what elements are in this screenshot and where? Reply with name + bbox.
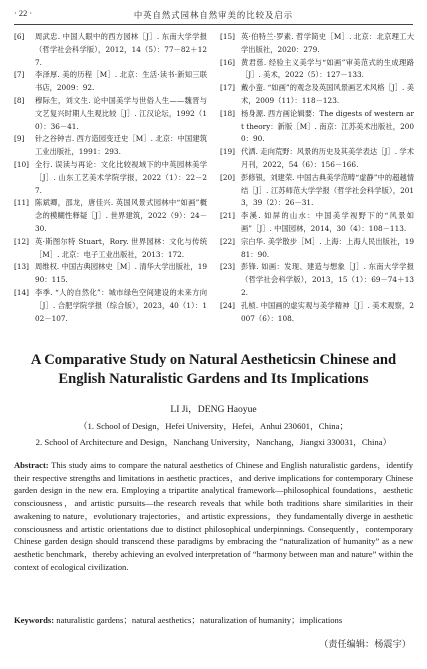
reference-number: [15] xyxy=(220,32,235,41)
reference-text: 孔桢. 中国画的虚实观与美学精神［J］. 美术观察，2007（6）：108. xyxy=(241,300,414,323)
english-title: A Comparative Study on Natural Aestheticsin Chinese and English Naturalistic Gardens and Its Implications xyxy=(30,352,397,387)
reference-text: 李溪. 如屏的山水：中国美学视野下的“风景如画”［J］. 中国园林，2014，30（4）：108－113. xyxy=(241,211,414,233)
reference-text: 黄君慈. 经验主义美学与“如画”审美范式的生成理路［J］. 美术，2022（5）：127－133. xyxy=(241,57,414,80)
reference-item xyxy=(14,133,207,159)
reference-number: [10] xyxy=(14,159,29,169)
reference-number: [13] xyxy=(14,262,29,272)
reference-text: 彭修银，刘建荣. 中国古典美学范畴“虚静”中的超越情结［J］. 江苏师范大学学报（哲学社会科学版），2013，39（2）：26－31. xyxy=(241,172,414,208)
reference-number: [23] xyxy=(220,262,235,272)
reference-text: 杨身源. 西方画论辑要：The digests of western art theory：新版［M］. 南京：江苏美术出版社，2000：90. xyxy=(241,108,414,144)
reference-item xyxy=(14,197,207,235)
reference-number: [6] xyxy=(14,32,25,41)
reference-number: [16] xyxy=(220,57,235,67)
reference-number: [8] xyxy=(14,95,25,105)
reference-number: [19] xyxy=(220,147,235,157)
reference-number: [12] xyxy=(14,236,29,246)
reference-text: 英·斯图尔特 Stuart，Rory. 世界园林：文化与传统［M］. 北京：电子工业出版社，2013：172. xyxy=(35,236,207,259)
reference-text: 代洒. 走向荒野：风景的历史及其美学表达［J］. 学术月刊，2022，54（6）：156－166. xyxy=(241,147,414,169)
reference-number: [24] xyxy=(220,300,235,310)
reference-text: 周武忠. 中国人眼中的西方园林［J］. 东南大学学报（哲学社会科学版），2012，14（5）：77－82＋127. xyxy=(35,32,207,67)
page-number: · 22 · xyxy=(14,9,33,18)
running-header xyxy=(14,6,413,25)
abstract-label: Abstract: xyxy=(14,460,49,470)
reference-number: [18] xyxy=(220,108,235,118)
reference-item xyxy=(14,69,207,95)
keywords-text: naturalistic gardens；natural aesthetics；naturalization of humanity；implications xyxy=(56,615,343,625)
reference-text: 穆际生，刘文生. 论中国美学与世俗人生——魏晋与文艺复兴时期人生观比较［J］. 江汉论坛，1992（10）：36－41. xyxy=(35,95,207,131)
reference-number: [22] xyxy=(220,236,235,246)
reference-item xyxy=(14,95,207,133)
abstract xyxy=(14,459,413,573)
reference-item xyxy=(220,57,414,83)
reference-number: [14] xyxy=(14,287,29,297)
reference-item xyxy=(220,108,414,146)
affiliation-2: 2. School of Architecture and Design，Nanchang University，Nanchang，Jiangxi 330031，China） xyxy=(35,437,392,447)
reference-text: 彭锋. 如画：发现、建造与想象［J］. 东南大学学报（哲学社会科学版），2013，15（1）：69－74＋132. xyxy=(241,262,414,297)
reference-list-left xyxy=(14,31,207,325)
reference-text: 周维权. 中国古典园林史［M］. 清华大学出版社，1990：115. xyxy=(35,262,207,285)
reference-number: [21] xyxy=(220,211,235,221)
reference-item xyxy=(220,236,414,262)
reference-item xyxy=(220,146,414,172)
reference-text: 宗白华. 美学散步［M］. 上海：上海人民出版社，1981：90. xyxy=(241,236,414,259)
reference-number: [11] xyxy=(14,198,29,208)
reference-text: 李泽厚. 美的历程［M］. 北京：生活·读书·新知三联书店，2009：92. xyxy=(35,70,207,93)
reference-number: [20] xyxy=(220,172,235,182)
journal-title: 中英自然式园林自然审美的比较及启示 xyxy=(133,10,294,20)
affiliation-1: （1. School of Design，Hefei University，Hefei，Anhui 230601，China； xyxy=(78,421,349,431)
reference-item xyxy=(220,82,414,108)
reference-number: [9] xyxy=(14,134,25,144)
reference-number: [17] xyxy=(220,83,235,93)
abstract-text: This study aims to compare the natural aesthetics of Chinese and English naturalistic gardens，identify their respective strengths and limitations in aesthetic practices，and derive implications for contemporary Chinese garden design in the new era. Employing a tripartite analytical framework—philosophical foundations，aesthetic consciousness，and artistic pursuits—the research reveals that while both traditions share similarities in their awakening to nature，evolutionary trajectories，and artistic expressions，they fundamentally diverge in aesthetic consciousness and artistic orientations due to distinct philosophical underpinnings. Consequently，contemporary Chinese garden design should transcend these paradigms by embracing the “naturalization of humanity” as a new aesthetic benchmark，thereby achieving an evolved interpretation of “harmony between man and nature” within the context of ecological civilization. xyxy=(14,460,413,572)
reference-text: 全行. 误读与再论：文化比较视域下的中英园林美学［J］. 山东工艺美术学院学报，2022（1）：22－27. xyxy=(35,159,207,195)
reference-text: 针之谷钟吉. 西方造园变迁史［M］. 北京：中国建筑工业出版社，1991：293. xyxy=(35,134,207,157)
reference-item xyxy=(14,261,207,287)
reference-item xyxy=(14,236,207,262)
editor-note: （责任编辑：杨震宇） xyxy=(319,639,411,650)
reference-item xyxy=(14,287,207,325)
reference-item xyxy=(14,31,207,69)
reference-item xyxy=(220,210,414,236)
reference-text: 李季. “人的自然化”：城市绿色空间建设的未来方向［J］. 合肥学院学报（综合版），2023，40（1）：102－107. xyxy=(35,287,207,323)
reference-list-right xyxy=(220,31,414,325)
reference-text: 陈斌卿，邵龙，唐佳兴. 英国风景式园林中“如画”概念的模糊性释疑［J］. 世界建筑，2022（9）：24－30. xyxy=(35,198,207,233)
keywords xyxy=(14,614,413,626)
reference-number: [7] xyxy=(14,70,25,80)
keywords-label: Keywords: xyxy=(14,615,55,625)
reference-item xyxy=(220,172,414,210)
authors: LI Ji，DENG Haoyue xyxy=(170,404,257,415)
reference-text: 戴小蛮. “如画”的观念及英国风景画艺术风格［J］. 美术，2009（11）：118－123. xyxy=(241,83,414,105)
reference-item xyxy=(220,31,414,57)
reference-item xyxy=(14,159,207,197)
reference-item xyxy=(220,261,414,299)
reference-item xyxy=(220,300,414,326)
reference-text: 英·伯特兰·罗素. 哲学简史［M］. 北京：北京理工大学出版社，2020：279. xyxy=(241,32,414,54)
